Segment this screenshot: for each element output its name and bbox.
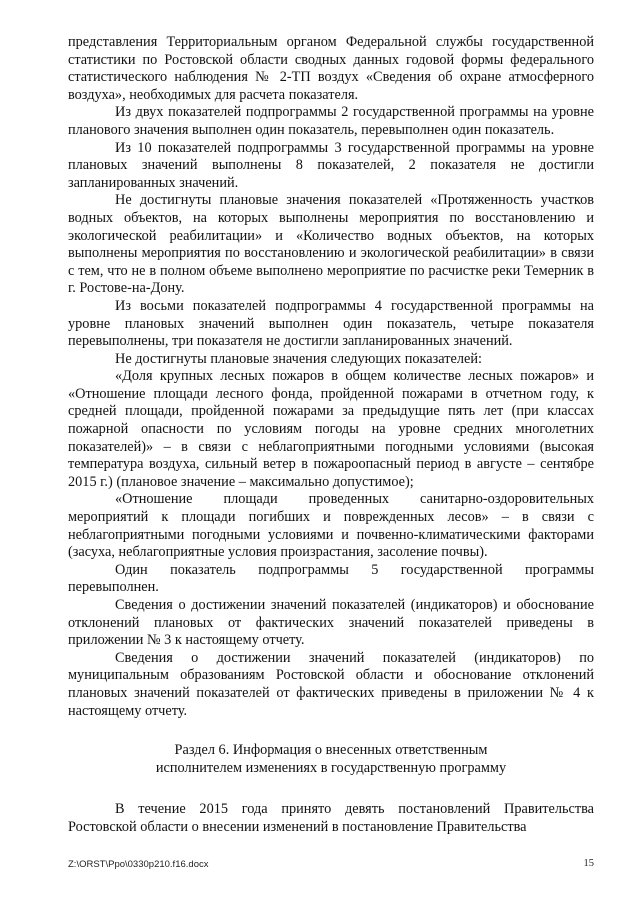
paragraph-resolutions: В течение 2015 года принято девять постановлений Правительства Ростовской области о внесении изменений в постановление Правительства bbox=[68, 801, 594, 835]
section-heading-line-2: исполнителем изменениях в государственную программу bbox=[155, 759, 507, 776]
paragraph-subprogram-5: Один показатель подпрограммы 5 государственной программы перевыполнен. bbox=[68, 561, 594, 596]
paragraph-appendix-4: Сведения о достижении значений показателей (индикаторов) по муниципальным образованиям Ростовской области и обоснование отклонений плановых значений показателей от фактических приведены в приложении № 4 к настоящему отчету. bbox=[68, 649, 594, 719]
page-number: 15 bbox=[583, 858, 594, 869]
document-body bbox=[68, 34, 594, 837]
paragraph-water-objects: Не достигнуты плановые значения показателей «Протяженность участков водных объектов, на которых выполнены мероприятия по восстановлению и экологической реабилитации» и «Количество водных объектов, на которых выполнены мероприятия по восстановлению и экологической реабилитации» в связи с тем, что не в полном объеме выполнено мероприятие по расчистке реки Темерник в г. Ростове-на-Дону. bbox=[68, 192, 594, 297]
paragraph-subprogram-3: Из 10 показателей подпрограммы 3 государственной программы на уровне плановых значений выполнены 8 показателей, 2 показателя не достигли запланированных значений. bbox=[68, 139, 594, 191]
paragraph-continuation: представления Территориальным органом Федеральной службы государственной статистики по Ростовской области сводных данных годовой формы федерального статистического наблюдения № 2-ТП воздух «Сведения об охране атмосферного воздуха», необходимых для расчета показателя. bbox=[68, 34, 594, 103]
paragraph-sanitary-measures: «Отношение площади проведенных санитарно-оздоровительных мероприятий к площади погибших и поврежденных лесов» – в связи с неблагоприятными погодными условиями и почвенно-климатическими факторами (засуха, неблагоприятные условия произрастания, засоление почвы). bbox=[68, 491, 594, 561]
paragraph-forest-fires: «Доля крупных лесных пожаров в общем количестве лесных пожаров» и «Отношение площади лесного фонда, пройденной пожарами в отчетном году, к средней площади, пройденной пожарами за предыдущие пять лет (при классах пожарной опасности по условиям погоды на уровне средних многолетних показателей)» – в связи с неблагоприятными погодными условиями (высокая температура воздуха, сильный ветер в пожароопасный период в августе – сентябре 2015 г.) (плановое значение – максимально допустимое); bbox=[68, 368, 594, 490]
paragraph-appendix-3: Сведения о достижении значений показателей (индикаторов) и обоснование отклонений плановых от фактических значений показателей приведены в приложении № 3 к настоящему отчету. bbox=[68, 597, 594, 649]
section-6-heading bbox=[68, 742, 594, 777]
footer-file-path: Z:\ORST\Ppo\0330p210.f16.docx bbox=[68, 859, 209, 870]
paragraph-subprogram-4: Из восьми показателей подпрограммы 4 государственной программы на уровне плановых значений выполнен один показатель, четыре показателя перевыполнены, три показателя не достигли запланированных значений. bbox=[68, 297, 594, 350]
paragraph-not-achieved-intro: Не достигнуты плановые значения следующих показателей: bbox=[115, 350, 482, 367]
section-heading-line-1: Раздел 6. Информация о внесенных ответственным bbox=[174, 742, 488, 759]
paragraph-subprogram-2: Из двух показателей подпрограммы 2 государственной программы на уровне планового значения выполнен один показатель, перевыполнен один показатель. bbox=[68, 104, 594, 138]
